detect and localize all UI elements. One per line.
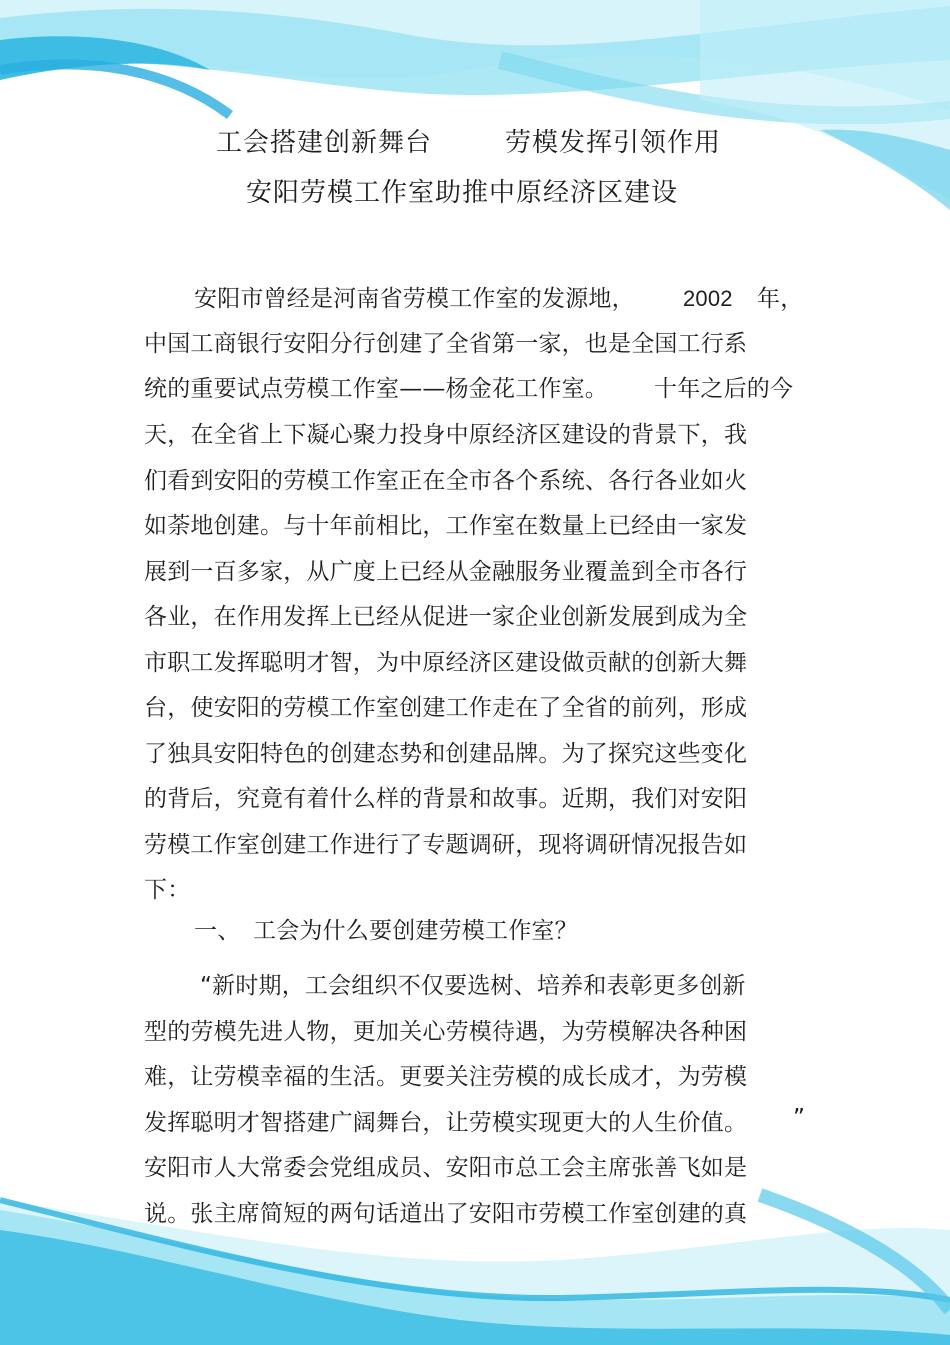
para2-line-2: 型的劳模先进人物，更加关心劳模待遇，为劳模解决各种困 [144, 1019, 748, 1045]
para1-line-8: 各业，在作用发挥上已经从促进一家企业创新发展到成为全 [144, 604, 748, 630]
para1-line-14: 下： [144, 877, 191, 903]
para1-line-13: 劳模工作室创建工作进行了专题调研，现将调研情况报告如 [144, 832, 748, 858]
para1-year: 2002 [683, 286, 733, 311]
para1-line-5: 们看到安阳的劳模工作室正在全市各个系统、各行各业如火 [144, 468, 748, 494]
para2-line-4a: 发挥聪明才智搭建广阔舞台，让劳模实现更大的人生价值。 [144, 1110, 748, 1136]
para1-line-4: 天，在全省上下凝心聚力投身中原经济区建设的背景下，我 [144, 422, 748, 448]
para1-line-7: 展到一百多家，从广度上已经从金融服务业覆盖到全市各行 [144, 559, 748, 585]
para2-line-1: “新时期，工会组织不仅要选树、培养和表彰更多创新 [200, 973, 746, 999]
para1-line-10: 台，使安阳的劳模工作室创建工作走在了全省的前列，形成 [144, 695, 748, 721]
title-part-2: 劳模发挥引领作用 [505, 128, 722, 158]
title-part-1: 工会搭建创新舞台 [216, 128, 433, 158]
para1-line-9: 市职工发挥聪明才智，为中原经济区建设做贡献的创新大舞 [144, 650, 748, 676]
para2-close-quote: ” [793, 1105, 806, 1131]
section-heading: 工会为什么要创建劳模工作室？ [253, 918, 578, 944]
section-number: 一、 [194, 918, 241, 944]
title-line-2: 安阳劳模工作室助推中原经济区建设 [246, 178, 679, 208]
para1-line-11: 了独具安阳特色的创建态势和创建品牌。为了探究这些变化 [144, 741, 748, 767]
para1-line-2: 中国工商银行安阳分行创建了全省第一家，也是全国工行系 [144, 331, 748, 357]
para1-line-3b: 十年之后的今 [654, 376, 794, 402]
para1-line-12: 的背后，究竟有着什么样的背景和故事。近期，我们对安阳 [144, 786, 748, 812]
para1-line-1a: 安阳市曾经是河南省劳模工作室的发源地， [194, 286, 635, 312]
para1-line-1c: 年， [757, 286, 804, 312]
para1-line-3a: 统的重要试点劳模工作室——杨金花工作室。 [144, 376, 608, 402]
para2-line-6: 说。张主席简短的两句话道出了安阳市劳模工作室创建的真 [144, 1201, 748, 1227]
para2-line-3: 难，让劳模幸福的生活。更要关注劳模的成长成才，为劳模 [144, 1064, 748, 1090]
para2-line-5: 安阳市人大常委会党组成员、安阳市总工会主席张善飞如是 [144, 1155, 748, 1181]
para1-line-6: 如荼地创建。与十年前相比，工作室在数量上已经由一家发 [144, 513, 748, 539]
